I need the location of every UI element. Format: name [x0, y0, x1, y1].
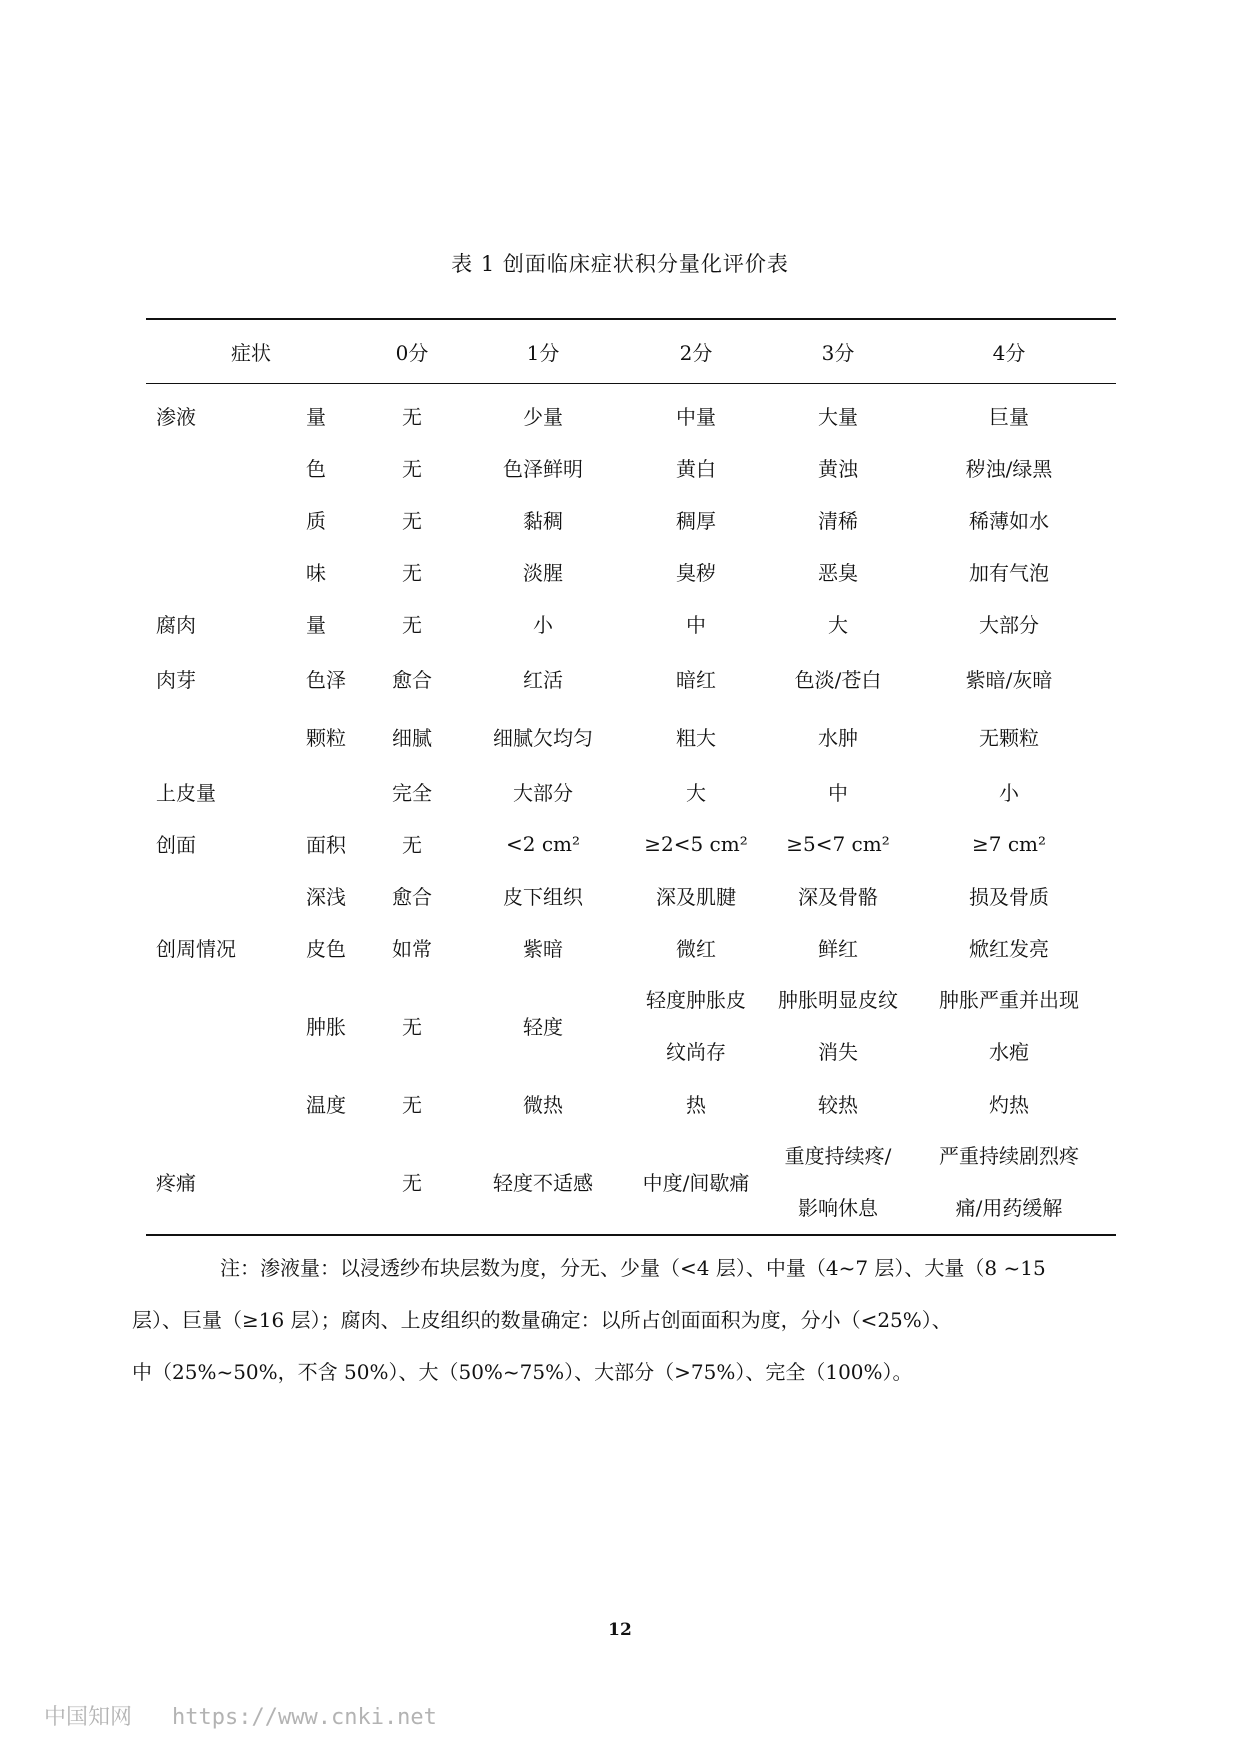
score-cell-1: <2 cm² — [505, 831, 581, 856]
cell-text-line: 严重持续剧烈疼 — [939, 1143, 1079, 1168]
table-row — [146, 708, 1116, 766]
symptom-item-cell: 肿胀 — [306, 1015, 346, 1039]
table-title: 表 1 创面临床症状积分量化评价表 — [451, 252, 789, 276]
score-cell-3: 大量 — [818, 405, 858, 429]
table-row — [146, 650, 1116, 708]
score-cell-3 — [774, 974, 902, 1078]
score-cell-4: 大部分 — [979, 613, 1039, 637]
note-line: 层）、巨量（≥16 层）；腐肉、上皮组织的数量确定：以所占创面面积为度，分小（<25%）、 — [132, 1308, 952, 1332]
symptom-item-cell: 色泽 — [306, 668, 346, 692]
symptom-item-cell: 深浅 — [306, 885, 346, 909]
cell-text-line: 肿胀严重并出现 — [939, 987, 1079, 1012]
table-row — [146, 598, 1116, 650]
table-row — [146, 383, 1116, 442]
score-cell-1: 红活 — [523, 668, 563, 692]
score-cell-2: 热 — [686, 1093, 706, 1117]
score-cell-4: 秽浊/绿黑 — [965, 457, 1053, 481]
symptom-item-cell: 面积 — [306, 833, 346, 857]
score-cell-1: 微热 — [523, 1093, 563, 1117]
score-cell-3: 色淡/苍白 — [794, 668, 882, 692]
table-row — [146, 1130, 1116, 1235]
wound-score-table — [146, 318, 1116, 1236]
score-cell-0: 无 — [402, 1093, 422, 1117]
table-header-row — [146, 319, 1116, 383]
symptom-category-cell — [146, 974, 286, 1078]
symptom-item-cell: 量 — [306, 405, 326, 429]
header-score-2: 2分 — [679, 340, 713, 365]
score-cell-2: 中量 — [676, 405, 716, 429]
score-cell-0: 无 — [402, 405, 422, 429]
score-cell-2: 臭秽 — [676, 561, 716, 585]
cell-text-line: 消失 — [818, 1039, 858, 1064]
table-row — [146, 818, 1116, 870]
score-cell-4: 加有气泡 — [969, 561, 1049, 585]
symptom-item-cell — [286, 1130, 356, 1235]
header-score-1: 1分 — [526, 340, 560, 365]
score-cell-0: 完全 — [392, 781, 432, 805]
score-cell-1: 黏稠 — [523, 509, 563, 533]
score-cell-4: 小 — [999, 781, 1019, 805]
symptom-category-cell: 肉芽 — [156, 668, 196, 692]
score-cell-0: 无 — [402, 1015, 422, 1039]
symptom-category-cell — [146, 494, 286, 546]
score-cell-3: 深及骨骼 — [798, 885, 878, 909]
score-cell-3: 水肿 — [818, 726, 858, 750]
table-row — [146, 974, 1116, 1078]
score-cell-4: 焮红发亮 — [969, 937, 1049, 961]
cell-text-line: 肿胀明显皮纹 — [778, 987, 898, 1012]
score-cell-2: 中 — [686, 613, 706, 637]
score-cell-1: 轻度不适感 — [493, 1171, 593, 1195]
score-cell-0: 无 — [402, 509, 422, 533]
table-row — [146, 1078, 1116, 1130]
table-row — [146, 922, 1116, 974]
watermark — [44, 1700, 437, 1731]
score-cell-0: 愈合 — [392, 668, 432, 692]
symptom-category-cell — [146, 1078, 286, 1130]
table-row — [146, 442, 1116, 494]
score-cell-4 — [902, 974, 1116, 1078]
symptom-item-cell: 量 — [306, 613, 326, 637]
symptom-category-cell — [146, 870, 286, 922]
cell-text-line: 影响休息 — [798, 1195, 878, 1220]
score-cell-3: ≥5<7 cm² — [786, 831, 890, 856]
cell-text-line: 轻度肿胀皮 — [646, 987, 746, 1012]
score-cell-0: 无 — [402, 613, 422, 637]
symptom-category-cell: 疼痛 — [156, 1171, 196, 1195]
score-cell-4: 稀薄如水 — [969, 509, 1049, 533]
score-cell-4: 无颗粒 — [979, 726, 1039, 750]
score-cell-3: 大 — [828, 613, 848, 637]
score-cell-2: ≥2<5 cm² — [644, 831, 748, 856]
cell-text-line: 痛/用药缓解 — [955, 1195, 1063, 1220]
score-cell-4: 巨量 — [989, 405, 1029, 429]
score-cell-2: 大 — [686, 781, 706, 805]
score-cell-0: 无 — [402, 833, 422, 857]
symptom-item-cell: 质 — [306, 509, 326, 533]
score-cell-3: 中 — [828, 781, 848, 805]
symptom-item-cell: 皮色 — [306, 937, 346, 961]
score-cell-4 — [902, 1130, 1116, 1235]
score-cell-4: 紫暗/灰暗 — [965, 668, 1053, 692]
score-cell-3: 较热 — [818, 1093, 858, 1117]
watermark-url: https://www.cnki.net — [172, 1705, 437, 1730]
score-cell-4: ≥7 cm² — [971, 831, 1047, 856]
table-body — [146, 383, 1116, 1235]
score-cell-2: 深及肌腱 — [656, 885, 736, 909]
score-cell-2: 粗大 — [676, 726, 716, 750]
score-cell-2: 暗红 — [676, 668, 716, 692]
score-cell-1: 皮下组织 — [503, 885, 583, 909]
score-cell-2: 黄白 — [676, 457, 716, 481]
page-number: 12 — [608, 1620, 632, 1640]
score-cell-1: 色泽鲜明 — [503, 457, 583, 481]
score-cell-3 — [774, 1130, 902, 1235]
symptom-item-cell: 颗粒 — [306, 726, 346, 750]
score-cell-3: 黄浊 — [818, 457, 858, 481]
score-cell-1: 淡腥 — [523, 561, 563, 585]
symptom-category-cell: 上皮量 — [156, 781, 216, 805]
table-row — [146, 766, 1116, 818]
header-score-3: 3分 — [821, 340, 855, 365]
table-row — [146, 546, 1116, 598]
cell-text-line: 重度持续疼/ — [784, 1143, 892, 1168]
score-cell-2: 微红 — [676, 937, 716, 961]
table-row — [146, 494, 1116, 546]
symptom-item-cell: 温度 — [306, 1093, 346, 1117]
header-score-4: 4分 — [992, 340, 1026, 365]
note-line: 注：渗液量：以浸透纱布块层数为度，分无、少量（<4 层）、中量（4~7 层）、大量（8 ~15 — [220, 1256, 1046, 1280]
score-cell-0: 如常 — [392, 937, 432, 961]
symptom-category-cell: 创周情况 — [156, 937, 236, 961]
score-cell-0: 无 — [402, 561, 422, 585]
cell-text-line: 纹尚存 — [666, 1039, 726, 1064]
score-cell-0: 愈合 — [392, 885, 432, 909]
score-cell-2: 中度/间歇痛 — [642, 1171, 750, 1195]
symptom-item-cell — [286, 766, 356, 818]
watermark-brand: 中国知网 — [44, 1705, 133, 1730]
symptom-item-cell: 色 — [306, 457, 326, 481]
score-cell-1: 紫暗 — [523, 937, 563, 961]
score-cell-3: 清稀 — [818, 509, 858, 533]
table-note — [132, 1242, 1096, 1398]
symptom-category-cell — [146, 708, 286, 766]
score-cell-2 — [618, 974, 774, 1078]
score-cell-1: 细腻欠均匀 — [493, 726, 593, 750]
header-symptom: 症状 — [231, 340, 271, 365]
symptom-category-cell: 渗液 — [156, 405, 196, 429]
header-score-0: 0分 — [395, 340, 429, 365]
wound-score-table-container — [146, 318, 1116, 1236]
symptom-item-cell: 味 — [306, 561, 326, 585]
cell-text-line: 水疱 — [989, 1039, 1029, 1064]
score-cell-1: 少量 — [523, 405, 563, 429]
symptom-category-cell — [146, 442, 286, 494]
table-row — [146, 870, 1116, 922]
symptom-category-cell: 腐肉 — [156, 613, 196, 637]
score-cell-3: 鲜红 — [818, 937, 858, 961]
note-line: 中（25%~50%，不含 50%）、大（50%~75%）、大部分（>75%）、完全（100%）。 — [132, 1360, 913, 1384]
score-cell-0: 细腻 — [392, 726, 432, 750]
score-cell-2: 稠厚 — [676, 509, 716, 533]
score-cell-0: 无 — [402, 1171, 422, 1195]
score-cell-4: 灼热 — [989, 1093, 1029, 1117]
score-cell-4: 损及骨质 — [969, 885, 1049, 909]
symptom-category-cell: 创面 — [156, 833, 196, 857]
score-cell-1: 小 — [533, 613, 553, 637]
score-cell-3: 恶臭 — [818, 561, 858, 585]
symptom-category-cell — [146, 546, 286, 598]
score-cell-1: 大部分 — [513, 781, 573, 805]
score-cell-0: 无 — [402, 457, 422, 481]
score-cell-1: 轻度 — [523, 1015, 563, 1039]
